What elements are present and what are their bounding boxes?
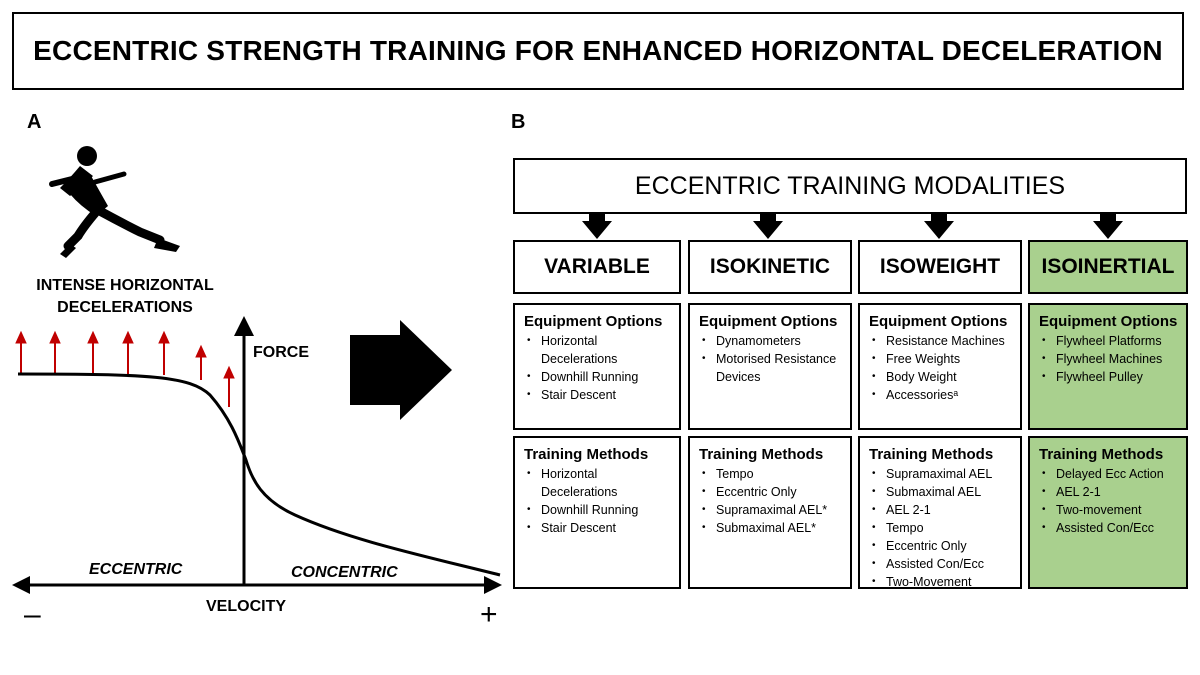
- equipment-card-variable: [513, 303, 681, 430]
- x-axis-label: VELOCITY: [206, 598, 287, 615]
- column-header-label: VARIABLE: [544, 255, 650, 278]
- panel-a-label: A: [27, 111, 42, 133]
- column-header-variable: [513, 240, 681, 294]
- main-title: ECCENTRIC STRENGTH TRAINING FOR ENHANCED HORIZONTAL DECELERATION: [33, 35, 1163, 66]
- methods-title: Training Methods: [869, 446, 994, 463]
- methods-card-isoweight: [858, 436, 1022, 589]
- modalities-header-box: [513, 158, 1187, 214]
- force-arrows: [16, 332, 234, 407]
- list-item: • Accessoriesᵃ: [869, 386, 1012, 404]
- column-header-label: ISOINERTIAL: [1041, 255, 1175, 278]
- equipment-title: Equipment Options: [869, 313, 1008, 330]
- list-item: • Flywheel Pulley: [1039, 368, 1178, 386]
- equipment-title: Equipment Options: [1039, 313, 1178, 330]
- methods-title: Training Methods: [524, 446, 649, 463]
- column-header-isoweight: [858, 240, 1022, 294]
- list-item: • Horizontal Decelerations: [524, 465, 671, 501]
- panel-b-label: B: [511, 111, 526, 133]
- eccentric-label: ECCENTRIC: [89, 561, 183, 578]
- concentric-label: CONCENTRIC: [291, 564, 398, 581]
- list-item: • AEL 2-1: [1039, 483, 1178, 501]
- methods-card-variable: [513, 436, 681, 589]
- list-item: • Submaximal AEL: [869, 483, 1012, 501]
- caption-line-2: DECELERATIONS: [57, 299, 193, 316]
- caption-line-1: INTENSE HORIZONTAL: [36, 277, 214, 294]
- equipment-card-isoinertial: [1028, 303, 1188, 430]
- list-item: • Dynamometers: [699, 332, 842, 350]
- equipment-title: Equipment Options: [524, 313, 663, 330]
- right-arrow-icon: [350, 320, 452, 420]
- plus-sign: +: [480, 598, 498, 631]
- list-item: • Eccentric Only: [699, 483, 842, 501]
- list-item: • AEL 2-1: [869, 501, 1012, 519]
- list-item: • Tempo: [699, 465, 842, 483]
- list-item: • Stair Descent: [524, 386, 671, 404]
- methods-card-isokinetic: [688, 436, 852, 589]
- list-item: • Flywheel Platforms: [1039, 332, 1178, 350]
- column-header-isokinetic: [688, 240, 852, 294]
- equipment-title: Equipment Options: [699, 313, 838, 330]
- list-item: • Stair Descent: [524, 519, 671, 537]
- force-velocity-curve: [18, 374, 500, 575]
- list-item: • Tempo: [869, 519, 1012, 537]
- equipment-card-isokinetic: [688, 303, 852, 430]
- column-header-isoinertial: [1028, 240, 1188, 294]
- down-arrow-icon: [582, 213, 612, 239]
- methods-title: Training Methods: [1039, 446, 1164, 463]
- list-item: • Flywheel Machines: [1039, 350, 1178, 368]
- list-item: • Downhill Running: [524, 368, 671, 386]
- list-item: • Assisted Con/Ecc: [1039, 519, 1178, 537]
- list-item: • Free Weights: [869, 350, 1012, 368]
- list-item: • Delayed Ecc Action: [1039, 465, 1178, 483]
- down-arrow-icon: [1093, 213, 1123, 239]
- y-axis-label: FORCE: [253, 344, 309, 361]
- list-item: • Supramaximal AEL*: [699, 501, 842, 519]
- methods-title: Training Methods: [699, 446, 824, 463]
- list-item: • Supramaximal AEL: [869, 465, 1012, 483]
- list-item: • Body Weight: [869, 368, 1012, 386]
- list-item: • Horizontal Decelerations: [524, 332, 671, 368]
- decelerating-athlete-icon: [52, 146, 180, 258]
- equipment-card-isoweight: [858, 303, 1022, 430]
- list-item: • Motorised Resistance Devices: [699, 350, 842, 386]
- list-item: • Downhill Running: [524, 501, 671, 519]
- list-item: • Two-movement: [1039, 501, 1178, 519]
- force-velocity-diagram: [0, 0, 520, 675]
- list-item: • Assisted Con/Ecc: [869, 555, 1012, 573]
- list-item: • Two-Movement: [869, 573, 1012, 591]
- column-header-label: ISOKINETIC: [709, 255, 831, 278]
- list-item: • Eccentric Only: [869, 537, 1012, 555]
- modalities-header: ECCENTRIC TRAINING MODALITIES: [634, 171, 1066, 200]
- minus-sign: –: [24, 598, 41, 631]
- methods-card-isoinertial: [1028, 436, 1188, 589]
- down-arrow-icon: [924, 213, 954, 239]
- down-arrow-icon: [753, 213, 783, 239]
- list-item: • Resistance Machines: [869, 332, 1012, 350]
- list-item: • Submaximal AEL*: [699, 519, 842, 537]
- column-header-label: ISOWEIGHT: [879, 255, 1001, 278]
